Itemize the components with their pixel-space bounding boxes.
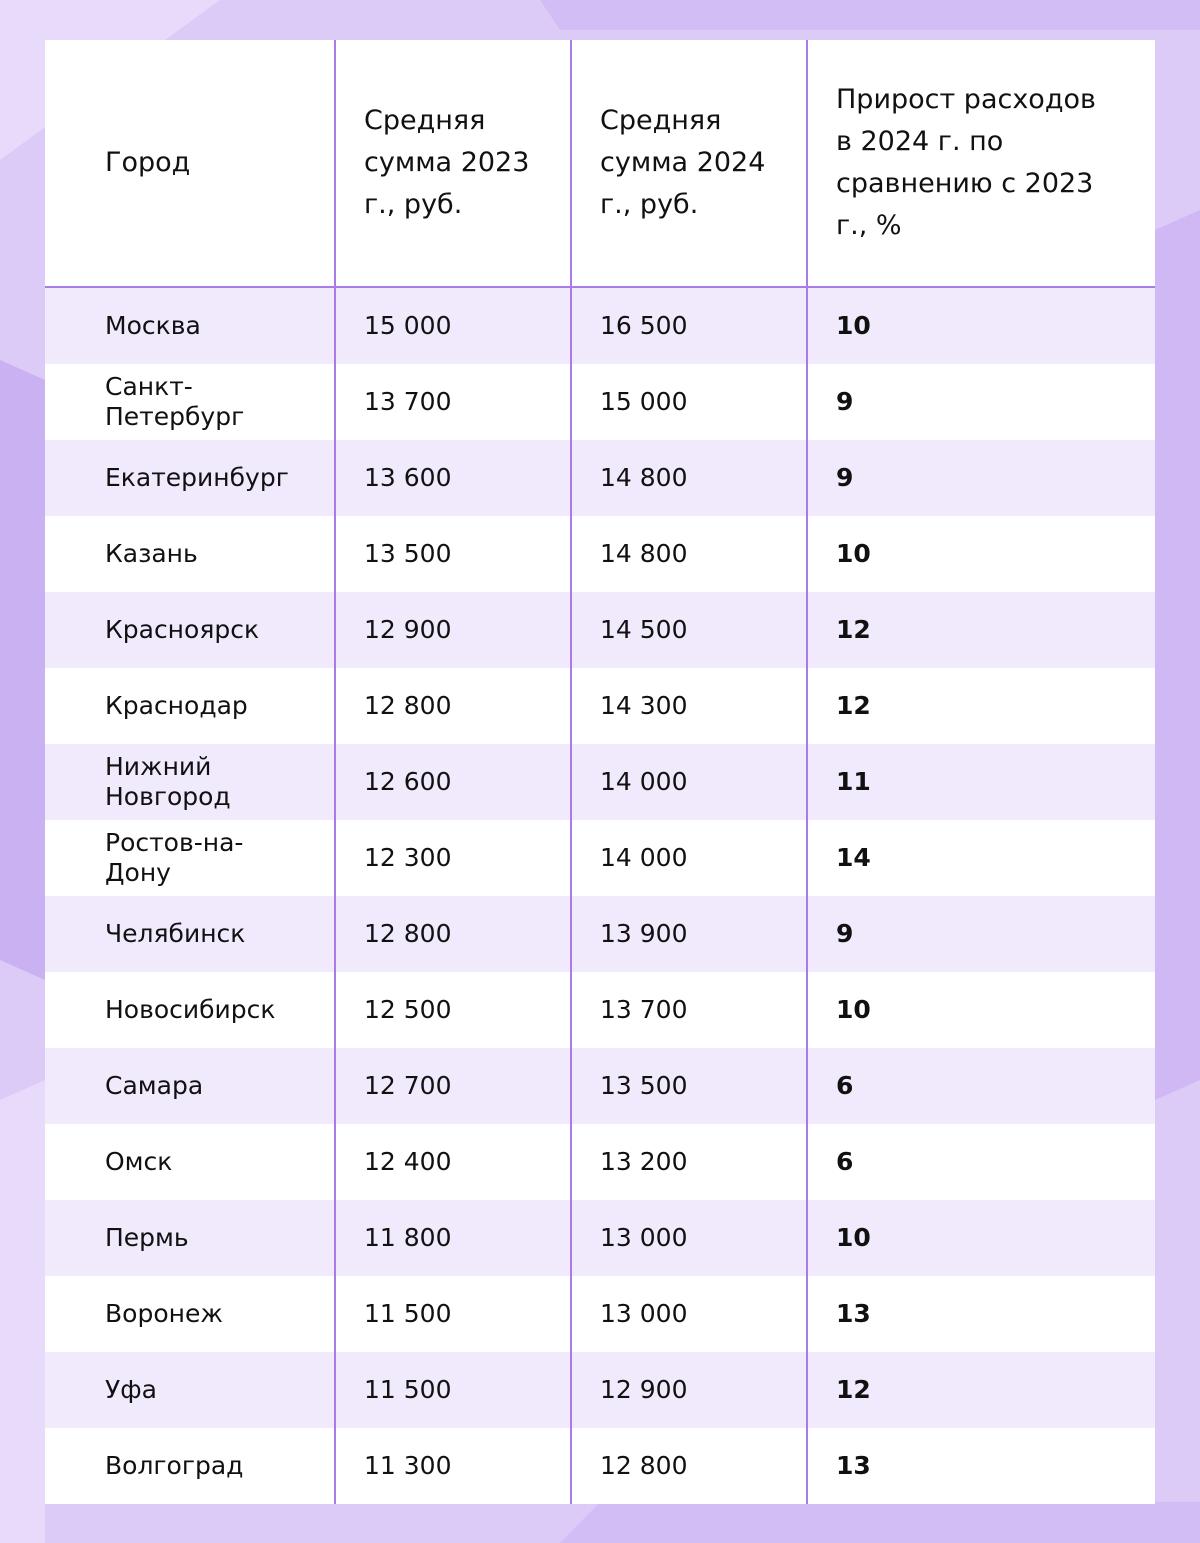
- cell-city: Самара: [45, 1048, 335, 1124]
- cell-avg-2024: 15 000: [571, 364, 807, 440]
- cell-avg-2024: 14 800: [571, 516, 807, 592]
- cell-city: Воронеж: [45, 1276, 335, 1352]
- cell-avg-2024: 14 500: [571, 592, 807, 668]
- cell-city: Краснодар: [45, 668, 335, 744]
- cell-avg-2024: 14 000: [571, 820, 807, 896]
- cell-growth: 10: [807, 1200, 1155, 1276]
- cell-city: Омск: [45, 1124, 335, 1200]
- city-label: Ростов-на-Дону: [105, 828, 244, 887]
- table-row: [45, 1048, 1155, 1124]
- header-growth: Прирост расходов в 2024 г. по сравнению с 2023 г., %: [807, 40, 1155, 287]
- table-row: [45, 668, 1155, 744]
- cell-avg-2023: 12 800: [335, 896, 571, 972]
- cell-avg-2024: 13 500: [571, 1048, 807, 1124]
- cell-city: [45, 820, 335, 896]
- table-row: [45, 592, 1155, 668]
- cell-avg-2023: 12 300: [335, 820, 571, 896]
- cell-growth: 11: [807, 744, 1155, 820]
- table-row: [45, 440, 1155, 516]
- cell-avg-2023: 11 500: [335, 1352, 571, 1428]
- table-header: [45, 40, 1155, 287]
- table-row: [45, 516, 1155, 592]
- cell-city: [45, 364, 335, 440]
- cell-growth: 6: [807, 1124, 1155, 1200]
- cell-avg-2023: 13 700: [335, 364, 571, 440]
- cell-avg-2024: 13 700: [571, 972, 807, 1048]
- cell-avg-2023: 15 000: [335, 287, 571, 364]
- city-spending-table: [45, 40, 1155, 1504]
- data-table-card: [45, 40, 1155, 1502]
- cell-avg-2024: 13 000: [571, 1276, 807, 1352]
- cell-growth: 13: [807, 1276, 1155, 1352]
- table-row: [45, 744, 1155, 820]
- cell-avg-2023: 12 500: [335, 972, 571, 1048]
- table-row: [45, 1428, 1155, 1504]
- header-avg-2024: Средняя сумма 2024 г., руб.: [571, 40, 807, 287]
- cell-avg-2023: 11 800: [335, 1200, 571, 1276]
- table-row: [45, 287, 1155, 364]
- cell-growth: 12: [807, 668, 1155, 744]
- table-row: [45, 1352, 1155, 1428]
- cell-avg-2023: 13 500: [335, 516, 571, 592]
- cell-city: Екатеринбург: [45, 440, 335, 516]
- header-row: [45, 40, 1155, 287]
- cell-growth: 10: [807, 516, 1155, 592]
- table-body: [45, 287, 1155, 1504]
- cell-growth: 12: [807, 592, 1155, 668]
- cell-city: Пермь: [45, 1200, 335, 1276]
- table-row: [45, 1276, 1155, 1352]
- table-row: [45, 364, 1155, 440]
- cell-avg-2024: 14 000: [571, 744, 807, 820]
- table-row: [45, 972, 1155, 1048]
- table-row: [45, 1200, 1155, 1276]
- cell-avg-2023: 12 700: [335, 1048, 571, 1124]
- cell-city: Уфа: [45, 1352, 335, 1428]
- cell-avg-2024: 12 900: [571, 1352, 807, 1428]
- cell-avg-2024: 13 000: [571, 1200, 807, 1276]
- cell-city: Красноярск: [45, 592, 335, 668]
- cell-avg-2024: 13 200: [571, 1124, 807, 1200]
- header-city: Город: [45, 40, 335, 287]
- cell-city: Волгоград: [45, 1428, 335, 1504]
- city-label: Санкт-Петербург: [105, 372, 245, 431]
- cell-avg-2023: 12 900: [335, 592, 571, 668]
- cell-avg-2023: 11 300: [335, 1428, 571, 1504]
- cell-city: Новосибирск: [45, 972, 335, 1048]
- cell-avg-2024: 14 800: [571, 440, 807, 516]
- cell-growth: 10: [807, 287, 1155, 364]
- cell-avg-2023: 12 400: [335, 1124, 571, 1200]
- cell-growth: 6: [807, 1048, 1155, 1124]
- header-avg-2023: Средняя сумма 2023 г., руб.: [335, 40, 571, 287]
- cell-avg-2024: 14 300: [571, 668, 807, 744]
- table-row: [45, 1124, 1155, 1200]
- cell-avg-2023: 12 600: [335, 744, 571, 820]
- table-row: [45, 820, 1155, 896]
- cell-avg-2024: 13 900: [571, 896, 807, 972]
- cell-city: Казань: [45, 516, 335, 592]
- table-row: [45, 896, 1155, 972]
- cell-city: Москва: [45, 287, 335, 364]
- cell-avg-2024: 12 800: [571, 1428, 807, 1504]
- cell-city: [45, 744, 335, 820]
- cell-city: Челябинск: [45, 896, 335, 972]
- cell-avg-2023: 13 600: [335, 440, 571, 516]
- cell-growth: 13: [807, 1428, 1155, 1504]
- cell-growth: 9: [807, 896, 1155, 972]
- city-label: Нижний Новгород: [105, 752, 231, 811]
- cell-growth: 9: [807, 364, 1155, 440]
- cell-avg-2023: 12 800: [335, 668, 571, 744]
- cell-growth: 9: [807, 440, 1155, 516]
- cell-growth: 12: [807, 1352, 1155, 1428]
- cell-growth: 14: [807, 820, 1155, 896]
- cell-growth: 10: [807, 972, 1155, 1048]
- cell-avg-2024: 16 500: [571, 287, 807, 364]
- cell-avg-2023: 11 500: [335, 1276, 571, 1352]
